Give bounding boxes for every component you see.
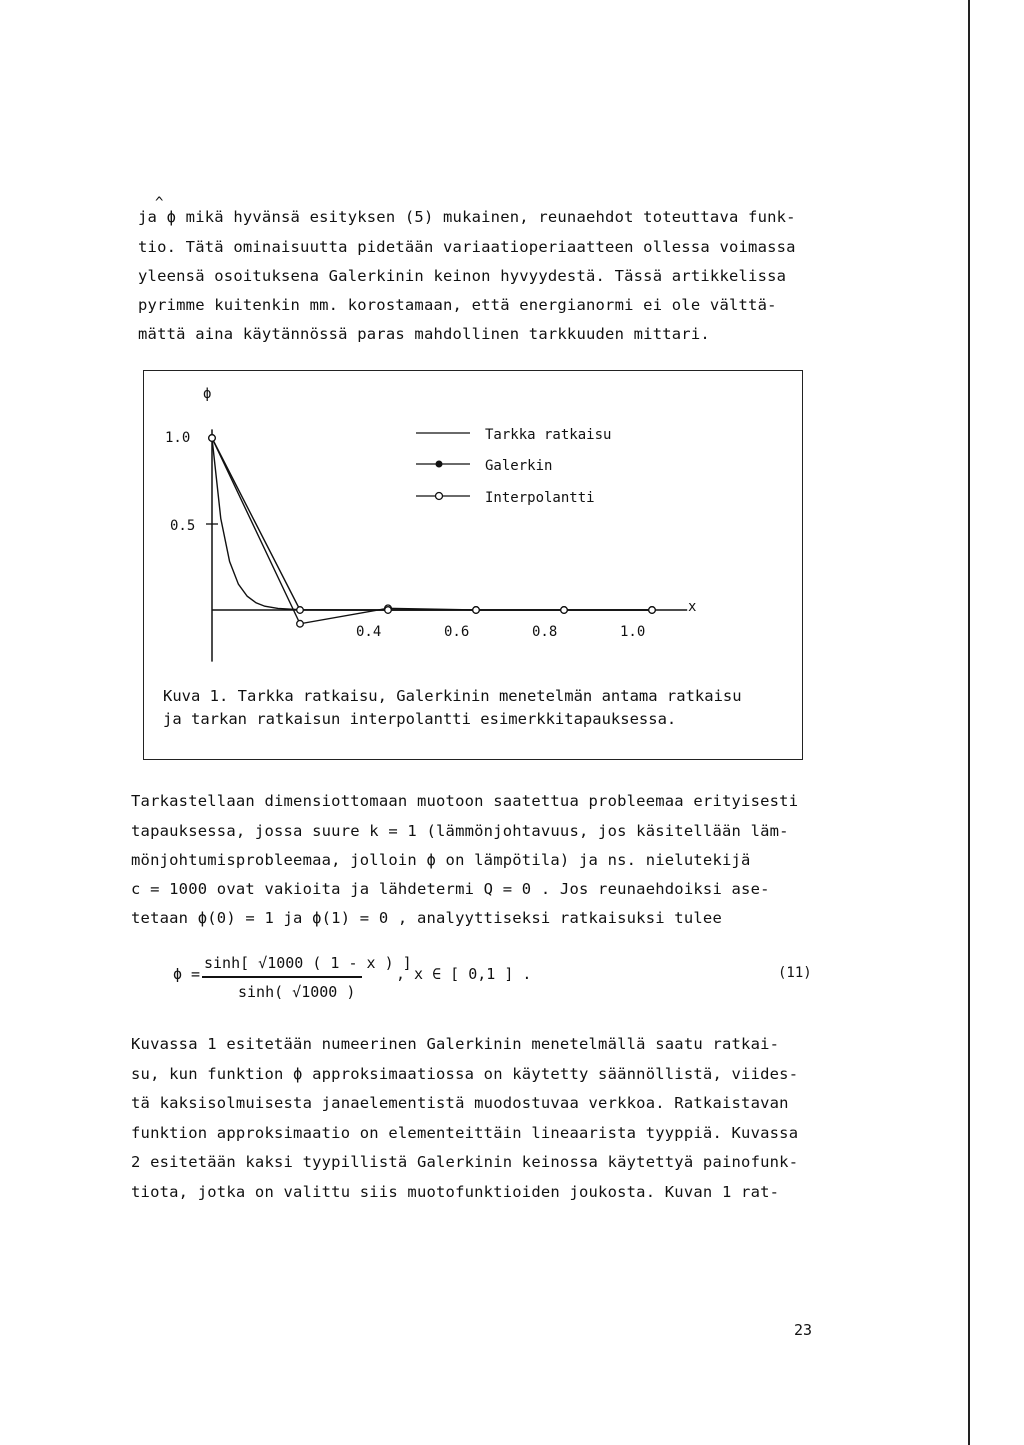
text-line: c = 1000 ovat vakioita ja lähdetermi Q = 0 . Jos reunaehdoiksi ase- [131, 880, 770, 898]
text-line: tiota, jotka on valittu siis muotofunktioiden joukosta. Kuvan 1 rat- [131, 1183, 780, 1201]
text-line: tapauksessa, jossa suure k = 1 (lämmönjohtavuus, jos käsitellään läm- [131, 822, 789, 840]
fraction-bar [202, 976, 362, 978]
equation-lhs: ϕ = [173, 965, 201, 983]
text-line: mättä aina käytännössä paras mahdollinen tarkkuuden mittari. [138, 325, 710, 343]
equation-domain: , x ∈ [ 0,1 ] . [396, 965, 532, 983]
series-line-2 [212, 438, 652, 624]
x-tick-label: 0.4 [356, 624, 382, 640]
x-axis-label: x [688, 599, 697, 615]
text-line: 2 esitetään kaksi tyypillistä Galerkinin keinossa käytettyä painofunk- [131, 1153, 799, 1171]
data-point [649, 607, 656, 614]
text-line: mönjohtumisprobleemaa, jolloin ϕ on lämpötila) ja ns. nielutekijä [131, 851, 751, 869]
text-line: Tarkastellaan dimensiottomaan muotoon saatettua probleemaa erityisesti [131, 792, 799, 810]
legend-marker-open [436, 493, 443, 500]
phi-hat: ^ [155, 195, 164, 211]
figure-1-chart [0, 0, 1024, 700]
page-number: 23 [794, 1321, 813, 1339]
data-point [297, 607, 304, 614]
text-line: yleensä osoituksena Galerkinin keinon hyvyydestä. Tässä artikkelissa [138, 267, 787, 285]
equation-number: (11) [778, 965, 812, 981]
legend-label: Galerkin [485, 458, 553, 474]
legend-marker-filled [436, 461, 443, 468]
data-point [385, 607, 392, 614]
text-line: tetaan ϕ(0) = 1 ja ϕ(1) = 0 , analyyttiseksi ratkaisuksi tulee [131, 909, 722, 927]
legend-label: Tarkka ratkaisu [485, 427, 612, 443]
data-point [473, 607, 480, 614]
x-tick-label: 0.8 [532, 624, 558, 640]
data-point [209, 435, 216, 442]
data-point [297, 620, 304, 627]
text-line: tio. Tätä ominaisuutta pidetään variaatioperiaatteen ollessa voimassa [138, 238, 796, 256]
y-tick-label: 0.5 [170, 518, 196, 534]
y-tick-label: 1.0 [165, 430, 191, 446]
y-axis-label: ϕ [203, 386, 212, 402]
legend-label: Interpolantti [485, 490, 595, 506]
text-line: tä kaksisolmuisesta janaelementistä muodostuvaa verkkoa. Ratkaistavan [131, 1094, 789, 1112]
equation-numerator: sinh[ √1000 ( 1 - x ) ] [204, 954, 412, 972]
x-tick-label: 0.6 [444, 624, 470, 640]
text-line: ja ϕ mikä hyvänsä esityksen (5) mukainen, reunaehdot toteuttava funk- [138, 208, 796, 226]
data-point [561, 607, 568, 614]
text-line: Kuvassa 1 esitetään numeerinen Galerkinin menetelmällä saatu ratkai- [131, 1035, 780, 1053]
text-line: su, kun funktion ϕ approksimaatiossa on käytetty säännöllistä, viides- [131, 1065, 799, 1083]
figure-caption: ja tarkan ratkaisun interpolantti esimerkkitapauksessa. [163, 710, 677, 728]
text-line: pyrimme kuitenkin mm. korostamaan, että energianormi ei ole välttä- [138, 296, 777, 314]
text-line: funktion approksimaatio on elementeittäin lineaarista tyyppiä. Kuvassa [131, 1124, 799, 1142]
figure-caption: Kuva 1. Tarkka ratkaisu, Galerkinin menetelmän antama ratkaisu [163, 687, 742, 705]
equation-denominator: sinh( √1000 ) [238, 983, 356, 1001]
x-tick-label: 1.0 [620, 624, 646, 640]
